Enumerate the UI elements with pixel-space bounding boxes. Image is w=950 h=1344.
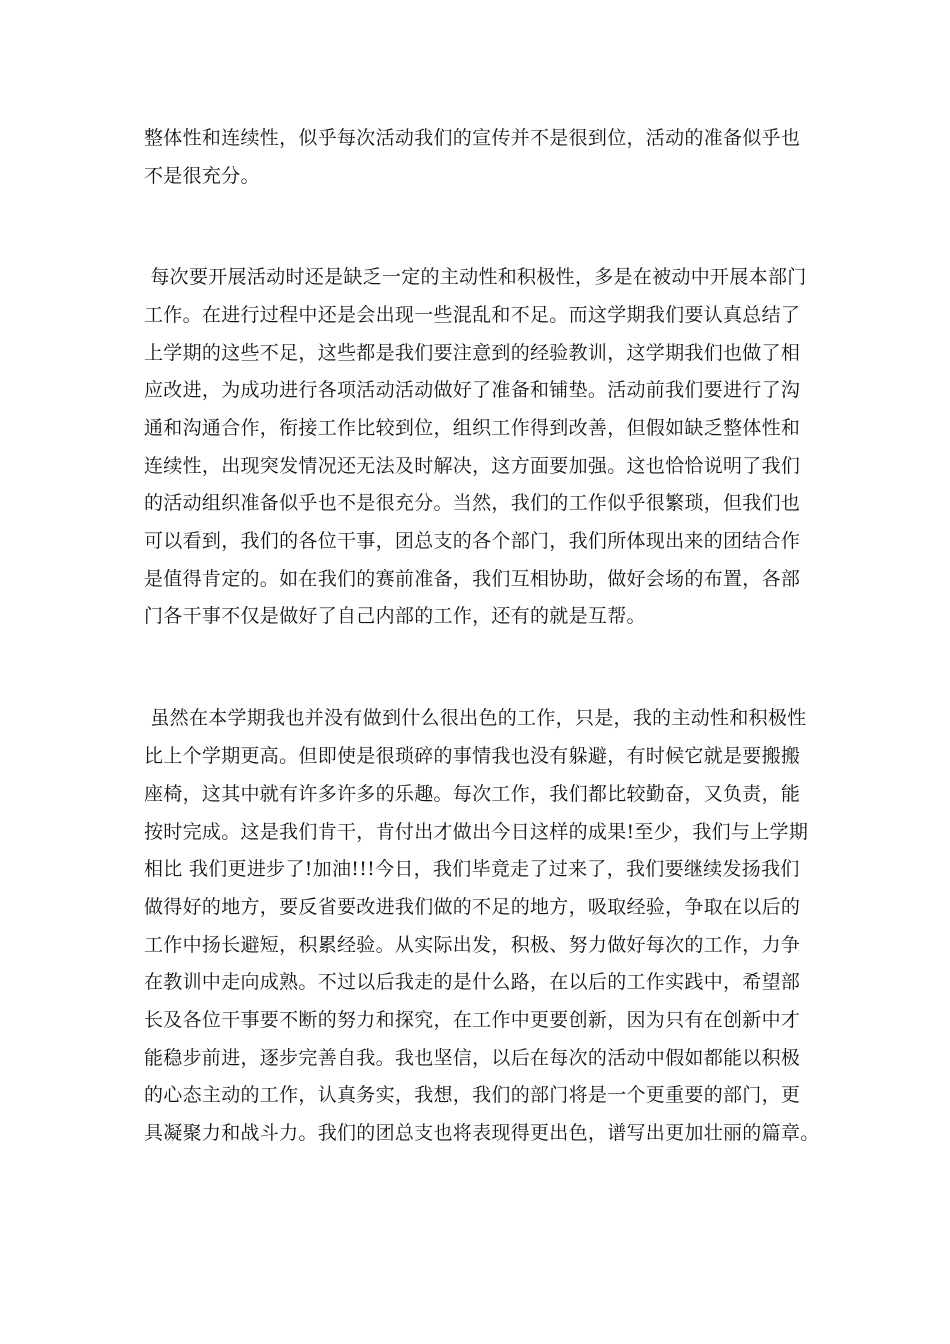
paragraph-3-line-1: 虽然在本学期我也并没有做到什么很出色的工作，只是，我的主动性和积极性	[144, 707, 807, 729]
paragraph-2-line-5: 通和沟通合作，衔接工作比较到位，组织工作得到改善，但假如缺乏整体性和	[144, 417, 801, 439]
paragraph-3-line-11: 的心态主动的工作，认真务实，我想，我们的部门将是一个更重要的部门，更	[144, 1084, 801, 1106]
paragraph-2-line-4: 应改进，为成功进行各项活动活动做好了准备和铺垫。活动前我们要进行了沟	[144, 379, 801, 401]
paragraph-3-line-2: 比上个学期更高。但即使是很琐碎的事情我也没有躲避，有时候它就是要搬搬	[144, 745, 801, 767]
paragraph-2-line-6: 连续性，出现突发情况还无法及时解决，这方面要加强。这也恰恰说明了我们	[144, 455, 801, 477]
paragraph-2-line-1: 每次要开展活动时还是缺乏一定的主动性和积极性，多是在被动中开展本部门	[144, 266, 807, 288]
paragraph-2-line-10: 门各干事不仅是做好了自己内部的工作，还有的就是互帮。	[144, 605, 646, 627]
paragraph-3-line-12: 具凝聚力和战斗力。我们的团总支也将表现得更出色，谱写出更加壮丽的篇章。	[144, 1122, 820, 1144]
paragraph-3-line-5: 相比 我们更进步了!加油!!!今日，我们毕竟走了过来了，我们要继续发扬我们	[144, 858, 800, 880]
paragraph-1-line-2: 不是很充分。	[144, 165, 260, 187]
paragraph-1-line-1: 整体性和连续性，似乎每次活动我们的宣传并不是很到位，活动的准备似乎也	[144, 127, 801, 149]
paragraph-2-line-7: 的活动组织准备似乎也不是很充分。当然，我们的工作似乎很繁琐，但我们也	[144, 492, 801, 514]
paragraph-3-line-8: 在教训中走向成熟。不过以后我走的是什么路，在以后的工作实践中，希望部	[144, 971, 801, 993]
paragraph-3-line-9: 长及各位干事要不断的努力和探究，在工作中更要创新，因为只有在创新中才	[144, 1009, 801, 1031]
paragraph-3-line-3: 座椅，这其中就有许多许多的乐趣。每次工作，我们都比较勤奋，又负责，能	[144, 783, 801, 805]
paragraph-2-line-8: 可以看到，我们的各位干事，团总支的各个部门，我们所体现出来的团结合作	[144, 530, 801, 552]
paragraph-2-line-3: 上学期的这些不足，这些都是我们要注意到的经验教训，这学期我们也做了相	[144, 342, 801, 364]
paragraph-2-line-9: 是值得肯定的。如在我们的赛前准备，我们互相协助，做好会场的布置，各部	[144, 568, 801, 590]
paragraph-2-line-2: 工作。在进行过程中还是会出现一些混乱和不足。而这学期我们要认真总结了	[144, 304, 801, 326]
paragraph-3-line-10: 能稳步前进，逐步完善自我。我也坚信，以后在每次的活动中假如都能以积极	[144, 1047, 801, 1069]
paragraph-3-line-7: 工作中扬长避短，积累经验。从实际出发，积极、努力做好每次的工作，力争	[144, 934, 801, 956]
paragraph-3-line-6: 做得好的地方，要反省要改进我们做的不足的地方，吸取经验，争取在以后的	[144, 896, 801, 918]
paragraph-3-line-4: 按时完成。这是我们肯干，肯付出才做出今日这样的成果!至少，我们与上学期	[144, 821, 809, 843]
